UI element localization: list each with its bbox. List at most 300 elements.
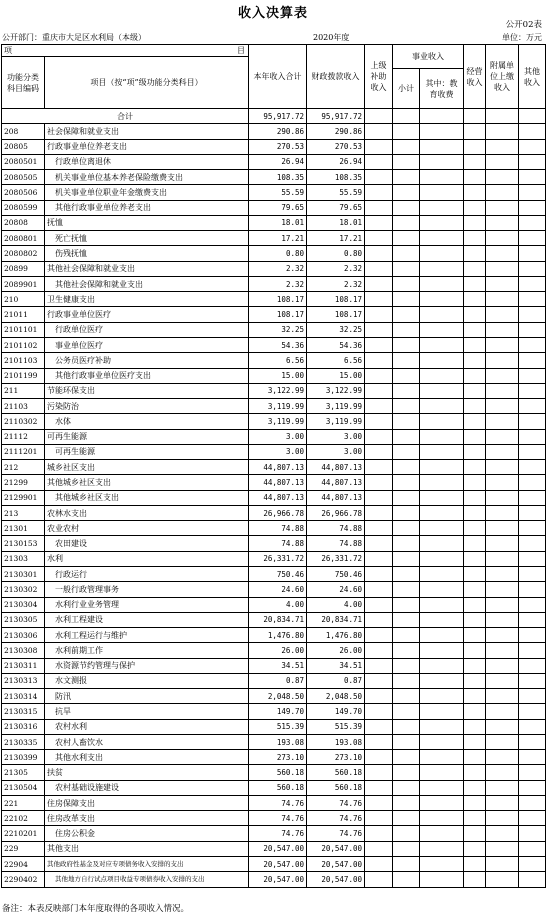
empty-cell xyxy=(464,353,486,368)
empty-cell xyxy=(393,200,420,215)
row-name: 事业单位医疗 xyxy=(45,337,249,352)
row-code: 2130308 xyxy=(2,643,45,658)
empty-cell xyxy=(519,292,546,307)
table-row xyxy=(2,795,546,810)
empty-cell xyxy=(486,857,519,872)
empty-cell xyxy=(420,689,464,704)
row-total: 20,547.00 xyxy=(249,872,307,887)
empty-cell xyxy=(464,536,486,551)
row-code: 212 xyxy=(2,460,45,475)
empty-cell xyxy=(420,429,464,444)
empty-cell xyxy=(365,246,393,261)
row-fiscal: 34.51 xyxy=(307,658,365,673)
table-row xyxy=(2,337,546,352)
empty-cell xyxy=(365,811,393,826)
empty-cell xyxy=(365,292,393,307)
table-row xyxy=(2,399,546,414)
col-name-header: 项目（按“项”级功能分类科目） xyxy=(45,57,249,109)
empty-cell xyxy=(365,795,393,810)
table-row xyxy=(2,750,546,765)
row-fiscal: 74.76 xyxy=(307,811,365,826)
row-name: 农村基础设施建设 xyxy=(45,780,249,795)
empty-cell xyxy=(486,276,519,291)
table-row xyxy=(2,521,546,536)
empty-cell xyxy=(486,322,519,337)
empty-cell xyxy=(365,322,393,337)
row-name: 公务员医疗补助 xyxy=(45,353,249,368)
col-fiscal-header: 财政拨款收入 xyxy=(307,45,365,109)
empty-cell xyxy=(519,215,546,230)
empty-cell xyxy=(519,658,546,673)
empty-cell xyxy=(393,872,420,887)
row-total: 44,807.13 xyxy=(249,490,307,505)
empty-cell xyxy=(486,337,519,352)
empty-cell xyxy=(464,444,486,459)
empty-cell xyxy=(365,689,393,704)
row-fiscal: 55.59 xyxy=(307,185,365,200)
row-name: 其他地方自行试点项目收益专项债券收入安排的支出 xyxy=(45,872,249,887)
empty-cell xyxy=(420,170,464,185)
empty-cell xyxy=(393,750,420,765)
empty-cell xyxy=(393,704,420,719)
empty-cell xyxy=(464,872,486,887)
row-total: 54.36 xyxy=(249,337,307,352)
col-code-header: 功能分类科目编码 xyxy=(2,57,45,109)
row-fiscal: 20,547.00 xyxy=(307,841,365,856)
unit-label: 单位：万元 xyxy=(502,33,542,42)
empty-cell xyxy=(420,857,464,872)
row-name: 住房公积金 xyxy=(45,826,249,841)
empty-cell xyxy=(519,536,546,551)
empty-cell xyxy=(519,353,546,368)
empty-cell xyxy=(486,307,519,322)
empty-cell xyxy=(420,505,464,520)
row-total: 1,476.80 xyxy=(249,628,307,643)
row-name: 农田建设 xyxy=(45,536,249,551)
empty-cell xyxy=(519,231,546,246)
empty-cell xyxy=(365,154,393,169)
empty-cell xyxy=(393,246,420,261)
empty-cell xyxy=(519,460,546,475)
empty-cell xyxy=(393,353,420,368)
empty-cell xyxy=(486,185,519,200)
empty-cell xyxy=(420,475,464,490)
row-total: 515.39 xyxy=(249,719,307,734)
row-fiscal: 273.10 xyxy=(307,750,365,765)
empty-cell xyxy=(365,643,393,658)
row-code: 2080599 xyxy=(2,200,45,215)
row-fiscal: 2,048.50 xyxy=(307,689,365,704)
empty-cell xyxy=(519,383,546,398)
empty-cell xyxy=(486,475,519,490)
empty-cell xyxy=(464,719,486,734)
empty-cell xyxy=(486,704,519,719)
empty-cell xyxy=(519,322,546,337)
meta-row xyxy=(2,32,544,44)
footer-note: 备注：本表反映部门本年度取得的各项收入情况。 xyxy=(2,904,190,914)
empty-cell xyxy=(486,750,519,765)
empty-cell xyxy=(486,124,519,139)
empty-cell xyxy=(519,490,546,505)
empty-cell xyxy=(464,673,486,688)
empty-cell xyxy=(486,795,519,810)
row-code: 2130315 xyxy=(2,704,45,719)
empty-cell xyxy=(464,460,486,475)
empty-cell xyxy=(486,261,519,276)
empty-cell xyxy=(365,261,393,276)
row-total: 20,547.00 xyxy=(249,857,307,872)
empty-cell xyxy=(486,566,519,581)
row-fiscal: 108.35 xyxy=(307,170,365,185)
table-row xyxy=(2,490,546,505)
empty-cell xyxy=(464,124,486,139)
empty-cell xyxy=(393,261,420,276)
empty-cell xyxy=(365,719,393,734)
row-total: 270.53 xyxy=(249,139,307,154)
row-fiscal: 26.00 xyxy=(307,643,365,658)
row-fiscal: 17.21 xyxy=(307,231,365,246)
row-name: 死亡抚恤 xyxy=(45,231,249,246)
empty-cell xyxy=(464,475,486,490)
row-name: 农村水利 xyxy=(45,719,249,734)
empty-cell xyxy=(420,383,464,398)
empty-cell xyxy=(486,872,519,887)
empty-cell xyxy=(393,429,420,444)
table-row xyxy=(2,276,546,291)
empty-cell xyxy=(420,734,464,749)
empty-cell xyxy=(420,292,464,307)
row-total: 0.80 xyxy=(249,246,307,261)
row-name: 行政单位医疗 xyxy=(45,322,249,337)
empty-cell xyxy=(464,307,486,322)
row-total: 34.51 xyxy=(249,658,307,673)
empty-cell xyxy=(420,826,464,841)
empty-cell xyxy=(486,658,519,673)
empty-cell xyxy=(464,597,486,612)
empty-cell xyxy=(486,765,519,780)
empty-cell xyxy=(365,399,393,414)
row-fiscal: 24.60 xyxy=(307,582,365,597)
empty-cell xyxy=(420,765,464,780)
empty-cell xyxy=(519,200,546,215)
row-name: 水文测报 xyxy=(45,673,249,688)
empty-cell xyxy=(464,689,486,704)
empty-cell xyxy=(486,582,519,597)
empty-cell xyxy=(486,231,519,246)
row-fiscal: 15.00 xyxy=(307,368,365,383)
empty-cell xyxy=(393,399,420,414)
empty-cell xyxy=(486,826,519,841)
row-fiscal: 3,119.99 xyxy=(307,414,365,429)
empty-cell xyxy=(519,399,546,414)
row-total: 3,119.99 xyxy=(249,414,307,429)
empty-cell xyxy=(464,231,486,246)
empty-cell xyxy=(393,139,420,154)
empty-cell xyxy=(486,200,519,215)
empty-cell xyxy=(393,154,420,169)
table-row xyxy=(2,780,546,795)
empty-cell xyxy=(365,597,393,612)
empty-cell xyxy=(365,704,393,719)
row-fiscal: 3,119.99 xyxy=(307,399,365,414)
table-row xyxy=(2,139,546,154)
empty-cell xyxy=(365,765,393,780)
empty-cell xyxy=(393,689,420,704)
row-total: 55.59 xyxy=(249,185,307,200)
empty-cell xyxy=(393,643,420,658)
empty-cell xyxy=(486,383,519,398)
table-row xyxy=(2,460,546,475)
empty-cell xyxy=(393,612,420,627)
row-total: 74.76 xyxy=(249,795,307,810)
empty-cell xyxy=(464,505,486,520)
table-body xyxy=(2,109,546,888)
row-code: 2110302 xyxy=(2,414,45,429)
row-name: 节能环保支出 xyxy=(45,383,249,398)
row-code: 2130305 xyxy=(2,612,45,627)
row-name: 农林水支出 xyxy=(45,505,249,520)
row-name: 伤残抚恤 xyxy=(45,246,249,261)
empty-cell xyxy=(486,170,519,185)
empty-cell xyxy=(519,246,546,261)
empty-cell xyxy=(393,185,420,200)
row-name: 水体 xyxy=(45,414,249,429)
row-name: 机关事业单位职业年金缴费支出 xyxy=(45,185,249,200)
row-total: 24.60 xyxy=(249,582,307,597)
row-name: 抗旱 xyxy=(45,704,249,719)
table-row xyxy=(2,124,546,139)
empty-cell xyxy=(365,475,393,490)
table-row xyxy=(2,414,546,429)
total-row xyxy=(2,109,546,124)
col-subtotal-header: 小计 xyxy=(393,69,420,109)
empty-cell xyxy=(393,551,420,566)
empty-cell xyxy=(365,536,393,551)
row-total: 560.18 xyxy=(249,765,307,780)
report-title: 收入决算表 xyxy=(237,6,308,21)
empty-cell xyxy=(420,337,464,352)
empty-cell xyxy=(464,215,486,230)
empty-cell xyxy=(464,521,486,536)
table-row xyxy=(2,765,546,780)
empty-cell xyxy=(519,139,546,154)
row-fiscal: 0.80 xyxy=(307,246,365,261)
empty-cell xyxy=(486,689,519,704)
row-total: 20,834.71 xyxy=(249,612,307,627)
row-code: 20805 xyxy=(2,139,45,154)
row-name: 住房保障支出 xyxy=(45,795,249,810)
row-fiscal: 290.86 xyxy=(307,124,365,139)
row-fiscal: 26.94 xyxy=(307,154,365,169)
empty-cell xyxy=(486,444,519,459)
row-code: 20808 xyxy=(2,215,45,230)
row-total: 74.76 xyxy=(249,811,307,826)
row-fiscal: 74.76 xyxy=(307,826,365,841)
row-name: 水利工程运行与维护 xyxy=(45,628,249,643)
row-code: 2080505 xyxy=(2,170,45,185)
row-code: 21112 xyxy=(2,429,45,444)
row-total: 750.46 xyxy=(249,566,307,581)
row-name: 机关事业单位基本养老保险缴费支出 xyxy=(45,170,249,185)
empty-cell xyxy=(365,353,393,368)
row-total: 18.01 xyxy=(249,215,307,230)
row-total: 17.21 xyxy=(249,231,307,246)
empty-cell xyxy=(519,734,546,749)
empty-cell xyxy=(365,658,393,673)
table-row xyxy=(2,643,546,658)
item-header-left: 项 xyxy=(4,46,12,55)
table-row xyxy=(2,200,546,215)
empty-cell xyxy=(464,551,486,566)
row-total: 44,807.13 xyxy=(249,475,307,490)
col-edu-header: 其中：教育收费 xyxy=(420,69,464,109)
row-code: 2111201 xyxy=(2,444,45,459)
row-name: 行政事业单位养老支出 xyxy=(45,139,249,154)
empty-cell xyxy=(393,505,420,520)
empty-cell xyxy=(486,673,519,688)
row-fiscal: 2.32 xyxy=(307,276,365,291)
empty-cell xyxy=(464,643,486,658)
empty-cell xyxy=(486,628,519,643)
empty-cell xyxy=(486,780,519,795)
empty-cell xyxy=(519,261,546,276)
row-fiscal: 0.87 xyxy=(307,673,365,688)
empty-cell xyxy=(420,200,464,215)
row-name: 其他城乡社区支出 xyxy=(45,475,249,490)
table-row xyxy=(2,704,546,719)
row-total: 2.32 xyxy=(249,261,307,276)
empty-cell xyxy=(393,460,420,475)
row-code: 2130316 xyxy=(2,719,45,734)
empty-cell xyxy=(393,719,420,734)
empty-cell xyxy=(519,185,546,200)
empty-cell xyxy=(464,658,486,673)
row-total: 44,807.13 xyxy=(249,460,307,475)
row-name: 其他社会保障和就业支出 xyxy=(45,261,249,276)
table-number: 公开02表 xyxy=(505,20,542,30)
empty-cell xyxy=(486,734,519,749)
col-career-header: 事业收入 xyxy=(393,45,464,69)
row-code: 2101101 xyxy=(2,322,45,337)
row-code: 2130153 xyxy=(2,536,45,551)
empty-cell xyxy=(519,307,546,322)
empty-cell xyxy=(420,658,464,673)
row-total: 108.17 xyxy=(249,292,307,307)
empty-cell xyxy=(420,490,464,505)
empty-cell xyxy=(393,444,420,459)
empty-cell xyxy=(365,734,393,749)
row-total: 26.00 xyxy=(249,643,307,658)
empty-cell xyxy=(519,597,546,612)
empty-cell xyxy=(464,170,486,185)
row-fiscal: 20,547.00 xyxy=(307,857,365,872)
row-total: 3,119.99 xyxy=(249,399,307,414)
table-row xyxy=(2,673,546,688)
empty-cell xyxy=(519,750,546,765)
empty-cell xyxy=(365,383,393,398)
row-fiscal: 560.18 xyxy=(307,765,365,780)
row-code: 22904 xyxy=(2,857,45,872)
empty-cell xyxy=(393,673,420,688)
empty-cell xyxy=(486,414,519,429)
empty-cell xyxy=(393,628,420,643)
row-total: 79.65 xyxy=(249,200,307,215)
row-code: 21011 xyxy=(2,307,45,322)
empty-cell xyxy=(420,276,464,291)
row-fiscal: 3,122.99 xyxy=(307,383,365,398)
empty-cell xyxy=(393,490,420,505)
row-name: 行政事业单位医疗 xyxy=(45,307,249,322)
empty-cell xyxy=(464,185,486,200)
empty-cell xyxy=(393,170,420,185)
empty-cell xyxy=(486,429,519,444)
empty-cell xyxy=(420,704,464,719)
empty-cell xyxy=(365,276,393,291)
empty-cell xyxy=(420,368,464,383)
total-sum: 95,917.72 xyxy=(249,109,307,124)
empty-cell xyxy=(486,719,519,734)
empty-cell xyxy=(464,154,486,169)
empty-cell xyxy=(464,750,486,765)
table-row xyxy=(2,536,546,551)
empty-cell xyxy=(420,750,464,765)
empty-cell xyxy=(519,582,546,597)
row-name: 其他城乡社区支出 xyxy=(45,490,249,505)
empty-cell xyxy=(464,276,486,291)
empty-cell xyxy=(464,704,486,719)
row-fiscal: 193.08 xyxy=(307,734,365,749)
empty-cell xyxy=(393,582,420,597)
empty-cell xyxy=(486,505,519,520)
row-code: 2080501 xyxy=(2,154,45,169)
empty-cell xyxy=(393,292,420,307)
empty-cell xyxy=(519,811,546,826)
row-name: 其他政府性基金及对应专项债务收入安排的支出 xyxy=(45,857,249,872)
year-label: 2020年度 xyxy=(313,33,350,42)
row-fiscal: 26,331.72 xyxy=(307,551,365,566)
row-code: 2130313 xyxy=(2,673,45,688)
empty-cell xyxy=(365,429,393,444)
empty-cell xyxy=(519,857,546,872)
row-total: 26,331.72 xyxy=(249,551,307,566)
row-name: 可再生能源 xyxy=(45,429,249,444)
empty-cell xyxy=(420,643,464,658)
empty-cell xyxy=(393,597,420,612)
empty-cell xyxy=(420,414,464,429)
empty-cell xyxy=(420,536,464,551)
empty-cell xyxy=(486,536,519,551)
empty-cell xyxy=(464,734,486,749)
empty-cell xyxy=(365,826,393,841)
row-fiscal: 560.18 xyxy=(307,780,365,795)
table-row xyxy=(2,689,546,704)
empty-cell xyxy=(420,780,464,795)
row-fiscal: 44,807.13 xyxy=(307,460,365,475)
empty-cell xyxy=(519,337,546,352)
empty-cell xyxy=(393,231,420,246)
empty-cell xyxy=(420,307,464,322)
empty-cell xyxy=(420,185,464,200)
empty-cell xyxy=(519,276,546,291)
empty-cell xyxy=(464,628,486,643)
table-row xyxy=(2,628,546,643)
empty-cell xyxy=(420,231,464,246)
row-name: 水利行业业务管理 xyxy=(45,597,249,612)
table-row xyxy=(2,582,546,597)
table-row xyxy=(2,826,546,841)
row-code: 2080802 xyxy=(2,246,45,261)
empty-cell xyxy=(486,246,519,261)
